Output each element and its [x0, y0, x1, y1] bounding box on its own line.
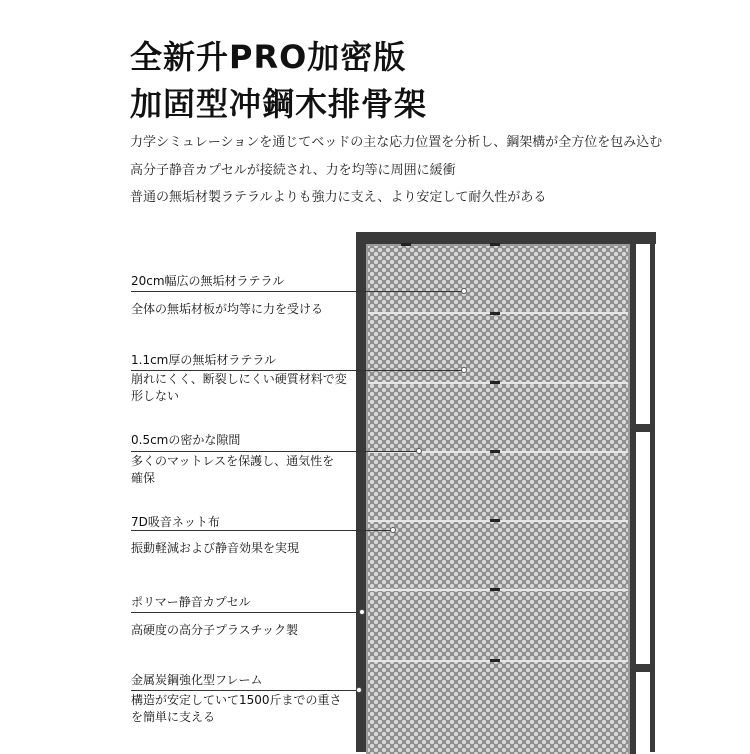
feature-title-frame: 金属炭鋼強化型フレーム [131, 673, 263, 687]
feature-leader-line [131, 291, 464, 292]
page-title-line-2: 加固型冲鋼木排骨架 [130, 85, 428, 123]
feature-pointer-dot [461, 288, 467, 294]
silent-capsule [490, 519, 500, 522]
feature-desc-frame: 構造が安定していて1500斤までの重さを簡単に支える [131, 693, 342, 724]
cross-bar [630, 664, 655, 672]
intro-text-1: 力学シミュレーションを通じてベッドの主な応力位置を分析し、鋼架構が全方位を包み込む [130, 135, 663, 150]
feature-pointer-dot [461, 367, 467, 373]
feature-title-gap: 0.5cmの密かな隙間 [131, 433, 241, 447]
feature-title-thick-slat: 1.1cm厚の無垢材ラテラル [131, 353, 277, 367]
feature-leader-line [131, 690, 359, 691]
side-rail-outer [650, 232, 655, 752]
silent-capsule [490, 243, 500, 246]
feature-pointer-dot [416, 448, 422, 454]
feature-pointer-dot [356, 687, 362, 693]
silent-capsule [490, 659, 500, 662]
silent-capsule [490, 312, 500, 315]
sound-absorbing-mesh [368, 246, 628, 754]
intro-text-3: 普通の無垢材製ラテラルよりも強力に支え、より安定して耐久性がある [130, 190, 547, 205]
feature-title-capsule: ポリマー静音カプセル [131, 595, 251, 609]
feature-leader-line [131, 530, 393, 531]
feature-leader-line [131, 451, 419, 452]
silent-capsule [490, 588, 500, 591]
intro-text-2: 高分子静音カプセルが接続され、力を均等に周囲に緩衝 [130, 163, 456, 178]
feature-desc-capsule: 高硬度の高分子プラスチック製 [131, 623, 299, 637]
feature-pointer-dot [390, 527, 396, 533]
silent-capsule [490, 381, 500, 384]
feature-desc-mesh: 振動軽減および静音効果を実現 [131, 541, 300, 555]
feature-desc-thick-slat: 崩れにくく、断裂しにくい硬質材料で変形しない [131, 372, 347, 403]
silent-capsule [401, 243, 411, 246]
feature-leader-line [131, 612, 362, 613]
silent-capsule [490, 450, 500, 453]
feature-title-mesh: 7D吸音ネット布 [131, 515, 220, 529]
page-title-line-1: 全新升PRO加密版 [130, 38, 407, 76]
feature-pointer-dot [359, 609, 365, 615]
feature-title-wide-slat: 20cm幅広の無垢材ラテラル [131, 274, 285, 288]
side-rail [630, 244, 636, 754]
feature-desc-wide-slat: 全体の無垢材板が均等に力を受ける [131, 302, 324, 316]
cross-bar [630, 424, 655, 432]
feature-desc-gap: 多くのマットレスを保護し、通気性を確保 [131, 454, 335, 485]
